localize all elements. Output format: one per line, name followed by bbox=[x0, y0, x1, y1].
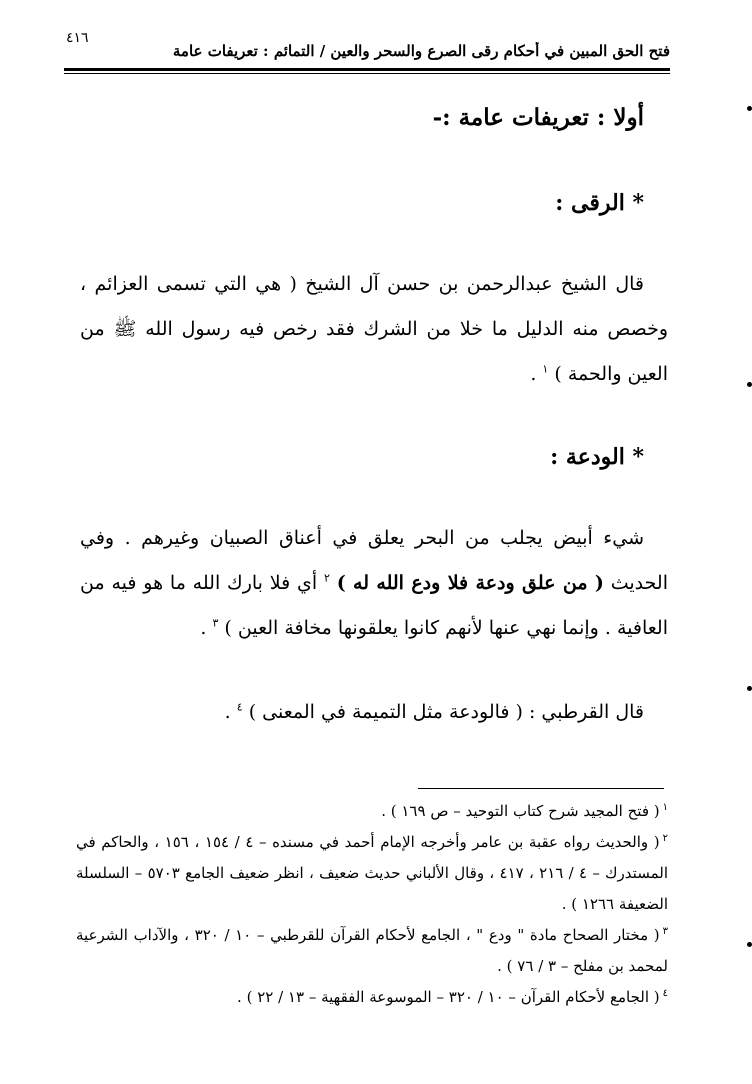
footnote-item bbox=[76, 827, 668, 920]
footnote-text: ( مختار الصحاح مادة " ودع " ، الجامع لأحكام القرآن للقرطبي – ١٠ / ٣٢٠ ، والآداب الشرعية لمحمد بن مفلح – ٣ / ٧٦ ) . bbox=[76, 926, 668, 975]
footnotes bbox=[76, 796, 668, 1013]
paragraph-qurtubi bbox=[80, 690, 668, 735]
footnote-mark: ٤ bbox=[662, 988, 668, 999]
page-number: ٤١٦ bbox=[66, 30, 89, 46]
paragraph-wada bbox=[80, 516, 668, 651]
footnote-ref[interactable]: ١ bbox=[542, 362, 549, 376]
header-rule-thin bbox=[64, 73, 670, 74]
section-title: أولا : تعريفات عامة :- bbox=[432, 104, 644, 131]
footnote-text: ( فتح المجيد شرح كتاب التوحيد – ص ١٦٩ ) . bbox=[381, 802, 660, 820]
paragraph-ruqa bbox=[80, 262, 668, 397]
margin-dot bbox=[747, 942, 752, 947]
margin-dot bbox=[747, 686, 752, 691]
paragraph-text: قال القرطبي : ( فالودعة مثل التميمة في المعنى ) bbox=[248, 701, 644, 723]
footnote-ref[interactable]: ٢ bbox=[323, 571, 330, 585]
term-heading-wada: * الودعة : bbox=[550, 444, 644, 470]
footnote-item bbox=[76, 982, 668, 1013]
header-rule-thick bbox=[64, 68, 670, 71]
footnote-text: ( الجامع لأحكام القرآن – ١٠ / ٣٢٠ – الموسوعة الفقهية – ١٣ / ٢٢ ) . bbox=[237, 988, 660, 1006]
footnote-separator bbox=[418, 788, 664, 789]
margin-dot bbox=[747, 382, 752, 387]
running-head: فتح الحق المبين في أحكام رقى الصرع والسحر والعين / التمائم : تعريفات عامة bbox=[172, 42, 670, 60]
term-heading-ruqa: * الرقى : bbox=[555, 190, 644, 216]
paragraph-end: . bbox=[224, 701, 237, 723]
paragraph-text: شيء أبيض يجلب من البحر يعلق في أعناق الصبيان وغيرهم . وفي الحديث bbox=[80, 527, 668, 594]
hadith-quote: ( من علق ودعة فلا ودع الله له ) bbox=[336, 572, 604, 594]
paragraph-end: . bbox=[200, 617, 213, 639]
paragraph-text: قال الشيخ عبدالرحمن بن حسن آل الشيخ ( هي التي تسمى العزائم ، وخصص منه الدليل ما خلا من الشرك فقد رخص فيه رسول الله ﷺ من العين والحمة ) bbox=[80, 273, 668, 385]
footnote-ref[interactable]: ٣ bbox=[212, 616, 219, 630]
footnote-ref[interactable]: ٤ bbox=[236, 700, 243, 714]
margin-dot bbox=[747, 106, 752, 111]
footnote-mark: ١ bbox=[662, 802, 668, 813]
footnote-item bbox=[76, 920, 668, 982]
footnote-text: ( والحديث رواه عقبة بن عامر وأخرجه الإمام أحمد في مسنده – ٤ / ١٥٤ ، ١٥٦ ، والحاكم في المستدرك – ٤ / ٢١٦ ، ٤١٧ ، وقال الألباني حديث ضعيف ، انظر ضعيف الجامع ٥٧٠٣ – السلسلة الضعيفة ١٢٦٦ ) . bbox=[76, 833, 668, 913]
paragraph-text: أي فلا بارك الله ما هو فيه من العافية . وإنما نهي عنها لأنهم كانوا يعلقونها مخافة العين ) bbox=[80, 572, 668, 639]
footnote-item bbox=[76, 796, 668, 827]
footnote-mark: ٢ bbox=[662, 833, 668, 844]
footnote-mark: ٣ bbox=[662, 926, 668, 937]
paragraph-end: . bbox=[530, 363, 543, 385]
